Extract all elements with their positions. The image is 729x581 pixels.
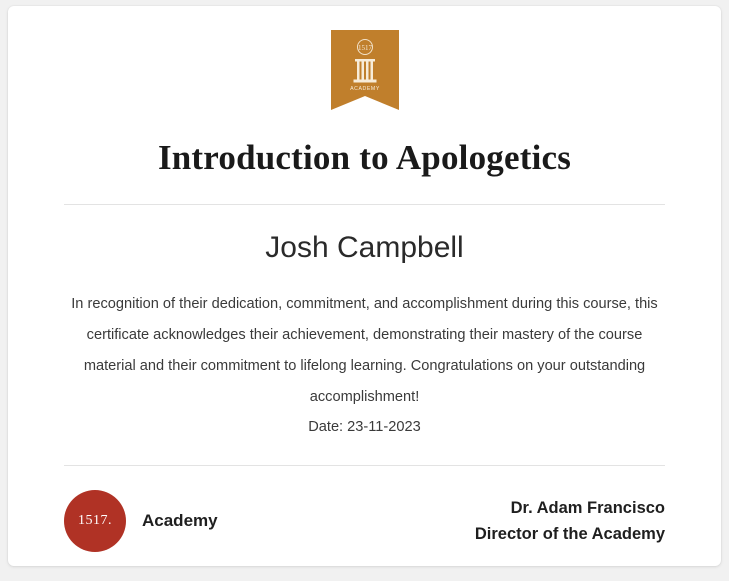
academy-ribbon-logo-icon <box>331 30 399 110</box>
certificate-body-text: In recognition of their dedication, commitment, and accomplishment during this course, this certificate acknowledges their achievement, demonstrating their mastery of the course material and their commitment to lifelong learning. Congratulations on your outstanding accomplishment! <box>71 296 658 405</box>
certificate-title: Introduction to Apologetics <box>157 138 572 177</box>
recipient-name: Josh Campbell <box>265 231 464 264</box>
footer-organization-block <box>64 490 218 552</box>
certificate-footer <box>64 490 665 552</box>
organization-name: Academy <box>142 511 218 530</box>
divider-top <box>64 204 665 205</box>
signer-name: Dr. Adam Francisco <box>510 499 665 517</box>
svg-text:1517: 1517 <box>357 44 372 52</box>
svg-text:ACADEMY: ACADEMY <box>349 86 380 92</box>
certificate-date: Date: 23-11-2023 <box>308 419 421 435</box>
divider-bottom <box>64 465 665 466</box>
signer-role: Director of the Academy <box>474 525 665 543</box>
logo-container <box>8 6 721 110</box>
footer-signature-block <box>475 495 665 547</box>
academy-seal-icon: 1517. <box>64 490 126 552</box>
certificate-card <box>8 6 721 566</box>
